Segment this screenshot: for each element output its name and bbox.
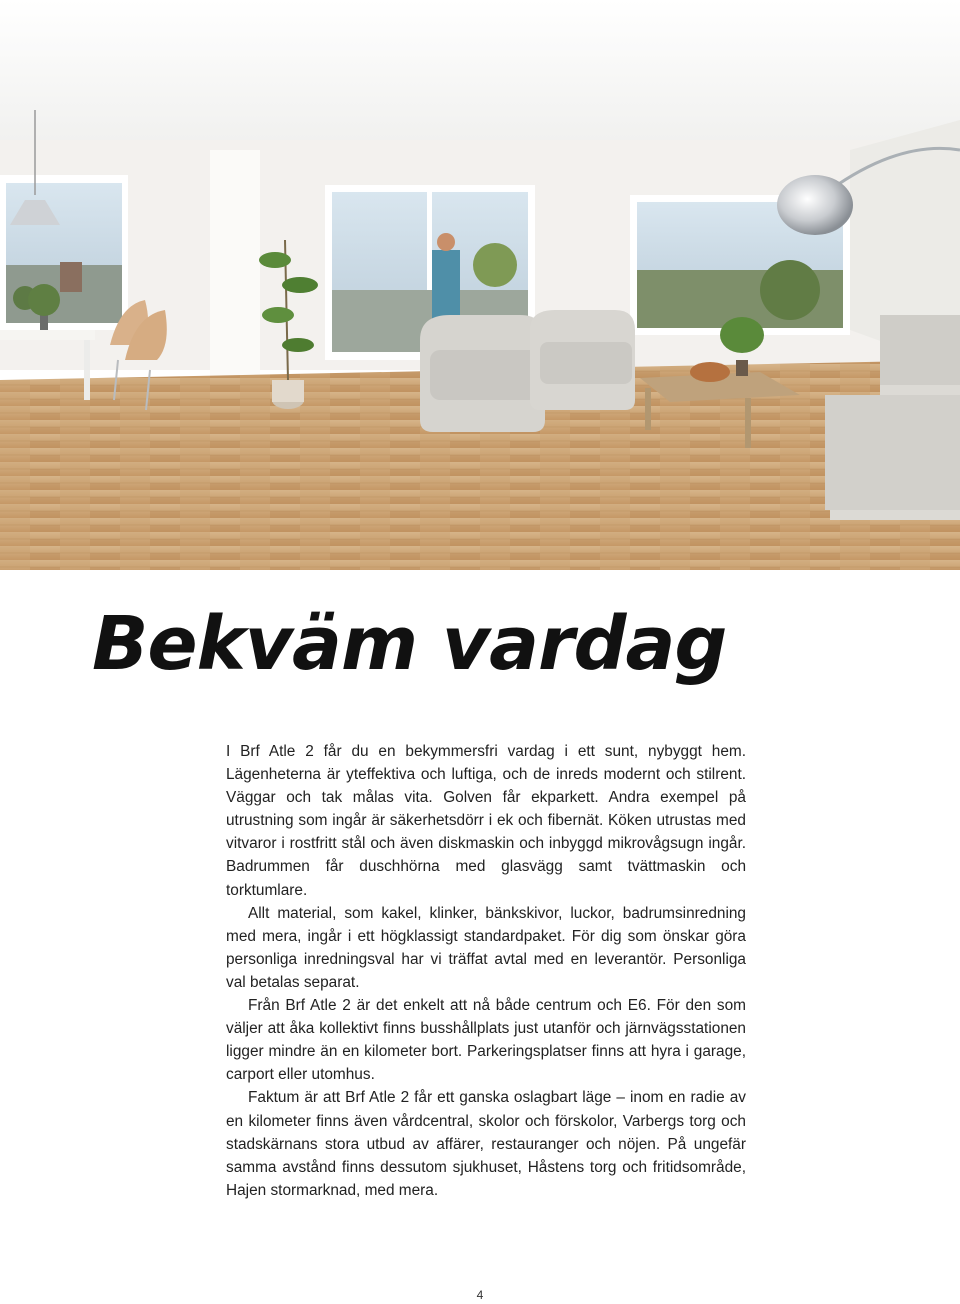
left-window	[0, 175, 128, 330]
paragraph: I Brf Atle 2 får du en bekymmersfri vardag i ett sunt, nybyggt hem. Lägenheterna är yteffektiva och luftiga, och de inreds modernt och stilrent. Väggar och tak målas vita. Golven får ekparkett. Andra exempel på utrustning som ingår är säkerhetsdörr i ek och fibernät. Köken utrustas med vitvaror i rostfritt stål och även diskmaskin och inbyggd mikrovågsugn ingår. Badrummen får duschhörna med glasvägg samt tvättmaskin och torktumlare.	[226, 743, 746, 899]
page-title: Bekväm vardag	[92, 601, 727, 687]
page-number: 4	[476, 1288, 484, 1302]
paragraph: Allt material, som kakel, klinker, bänkskivor, luckor, badrumsinredning med mera, ingår i ett högklassigt standardpaket. För dig som önskar göra personliga inredningsval har vi träffat avtal med en leverantör. Personliga val betalas separat.	[226, 904, 746, 991]
paragraph: Från Brf Atle 2 är det enkelt att nå både centrum och E6. För den som väljer att åka kollektivt finns busshållplats just utanför och järnvägsstationen ligger mindre än en kilometer bort. Parkeringsplatser finns att hyra i garage, carport eller utomhus.	[226, 997, 746, 1084]
pillar	[210, 150, 260, 380]
hero-image	[0, 0, 960, 570]
paragraph: Faktum är att Brf Atle 2 får ett ganska oslagbart läge – inom en radie av en kilometer finns även vårdcentral, skolor och förskolor, Varbergs torg och stadskärnans stora utbud av affärer, restauranger och nöjen. På ungefär samma avstånd finns dessutom sjukhuset, Håstens torg och fritidsområde, Hajen stormarknad, med mera.	[226, 1089, 746, 1199]
body-text	[226, 740, 746, 1202]
